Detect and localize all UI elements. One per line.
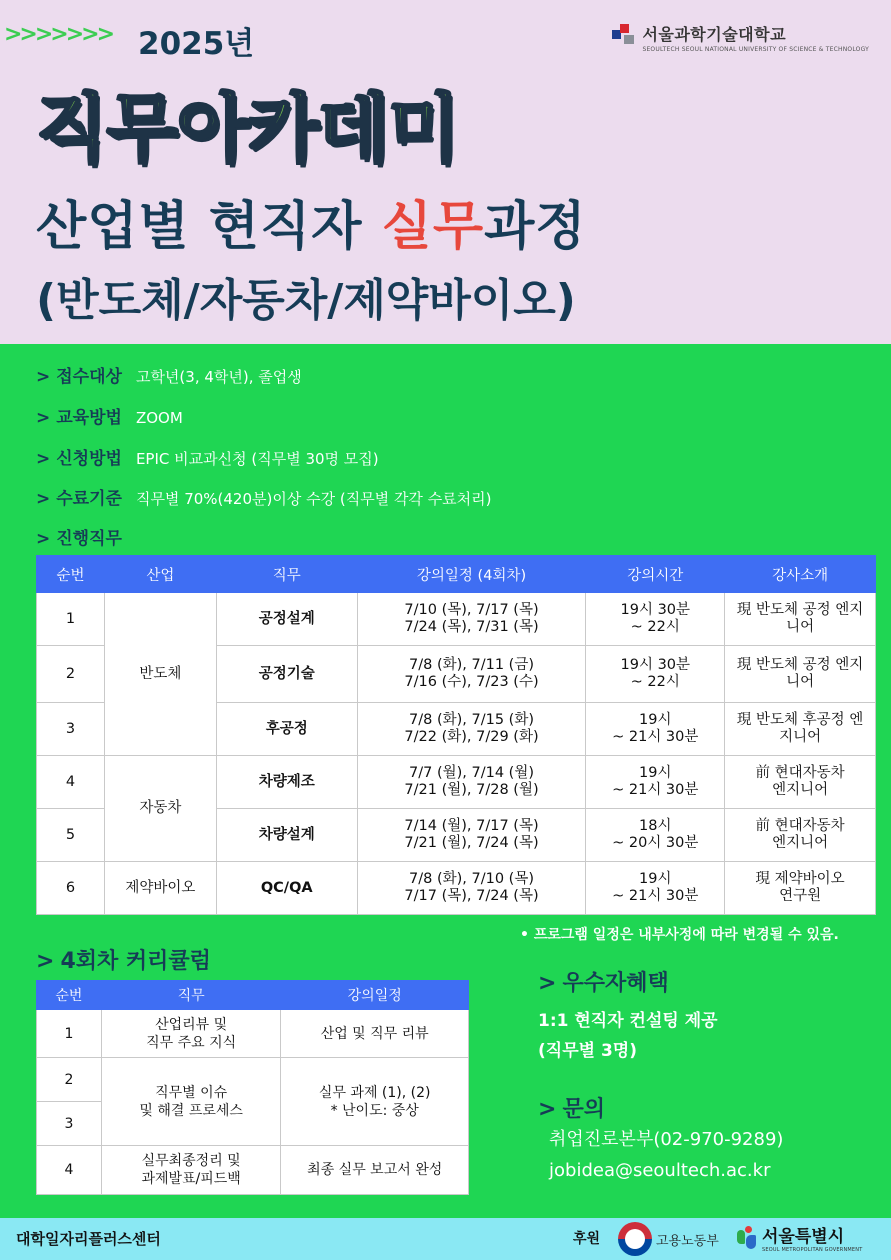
main-title: 직무아카데미 (36, 86, 459, 172)
industry-cell: 자동차 (104, 756, 216, 862)
info-target: > 접수대상 고학년(3, 4학년), 졸업생 (36, 367, 302, 387)
industry-cell: 반도체 (104, 593, 216, 756)
table-row: 6 제약바이오 QC/QA 7/8 (화), 7/10 (목) 7/17 (목), 7/24 (목) 19시 ~ 21시 30분 現 제약바이오 연구원 (37, 862, 876, 915)
info-completion: > 수료기준 직무별 70%(420분)이상 수강 (직무별 각각 수료처리) (36, 489, 492, 509)
benefit-body: 1:1 현직자 컨설팅 제공 (직무별 3명) (538, 1011, 718, 1061)
table-row: 1 산업리뷰 및 직무 주요 지식 산업 및 직무 리뷰 (37, 1010, 469, 1058)
table-header-row: 순번 직무 강의일정 (37, 981, 469, 1010)
contact-title: > 문의 (538, 1097, 605, 1122)
curriculum-table (36, 980, 469, 1195)
schedule-table (36, 555, 876, 915)
table-row: 3 후공정 7/8 (화), 7/15 (화) 7/22 (화), 7/29 (화) 19시 ~ 21시 30분 現 반도체 후공정 엔 지니어 (37, 703, 876, 756)
schedule-section-title: > 진행직무 (36, 529, 122, 549)
university-name: 서울과학기술대학교 (642, 25, 787, 44)
table-row: 3 (37, 1102, 469, 1146)
university-name-en: SEOULTECH SEOUL NATIONAL UNIVERSITY OF SCIENCE & TECHNOLOGY (642, 46, 869, 53)
schedule-note: • 프로그램 일정은 내부사정에 따라 변경될 수 있음. (520, 927, 839, 943)
center-name: 대학일자리플러스센터 (16, 1230, 161, 1248)
table-row: 2 공정기술 7/8 (화), 7/11 (금) 7/16 (수), 7/23 (수) 19시 30분 ~ 22시 現 반도체 공정 엔지 니어 (37, 646, 876, 703)
benefit-title: > 우수자혜택 (538, 971, 669, 996)
chevron-decoration: >>>>>>> (4, 22, 113, 47)
contact-email[interactable]: jobidea@seoultech.ac.kr (549, 1160, 771, 1181)
contact-phone: 취업진로본부(02-970-9289) (549, 1129, 784, 1150)
info-apply: > 신청방법 EPIC 비교과신청 (직무별 30명 모집) (36, 449, 379, 469)
curriculum-title: > 4회차 커리큘럼 (36, 949, 211, 974)
subtitle-highlight: 실무 (381, 197, 485, 257)
contact-body (549, 1124, 783, 1186)
info-method: > 교육방법 ZOOM (36, 408, 183, 428)
table-row: 2 직무별 이슈 및 해결 프로세스 실무 과제 (1), (2) * 난이도: 중상 (37, 1058, 469, 1102)
university-logo (612, 22, 869, 53)
table-row: 4 실무최종정리 및 과제발표/피드백 최종 실무 보고서 완성 (37, 1146, 469, 1195)
industries-subtitle: (반도체/자동차/제약바이오) (36, 275, 576, 326)
university-emblem-icon (612, 22, 636, 46)
footer (0, 1218, 891, 1260)
table-header-row: 순번 산업 직무 강의일정 (4회차) 강의시간 강사소개 (37, 556, 876, 593)
taegeuk-emblem-icon (618, 1222, 652, 1256)
sponsor-label: 후원 (573, 1231, 601, 1247)
year-label: 2025년 (138, 26, 255, 62)
table-row: 5 차량설계 7/14 (월), 7/17 (목) 7/21 (월), 7/24 (목) 18시 ~ 20시 30분 前 현대자동차 엔지니어 (37, 809, 876, 862)
table-row: 4 자동차 차량제조 7/7 (월), 7/14 (월) 7/21 (월), 7/28 (월) 19시 ~ 21시 30분 前 현대자동차 엔지니어 (37, 756, 876, 809)
seoul-logo-text: 서울특별시 SEOUL METROPOLITAN GOVERNMENT (762, 1227, 863, 1253)
seoul-logo-icon (737, 1226, 759, 1250)
header-section (0, 0, 891, 344)
industry-cell: 제약바이오 (104, 862, 216, 915)
subtitle: 산업별 현직자 실무과정 (36, 197, 587, 257)
table-row: 1 반도체 공정설계 7/10 (목), 7/17 (목) 7/24 (목), 7/31 (목) 19시 30분 ~ 22시 現 반도체 공정 엔지 니어 (37, 593, 876, 646)
ministry-name: 고용노동부 (656, 1234, 719, 1249)
